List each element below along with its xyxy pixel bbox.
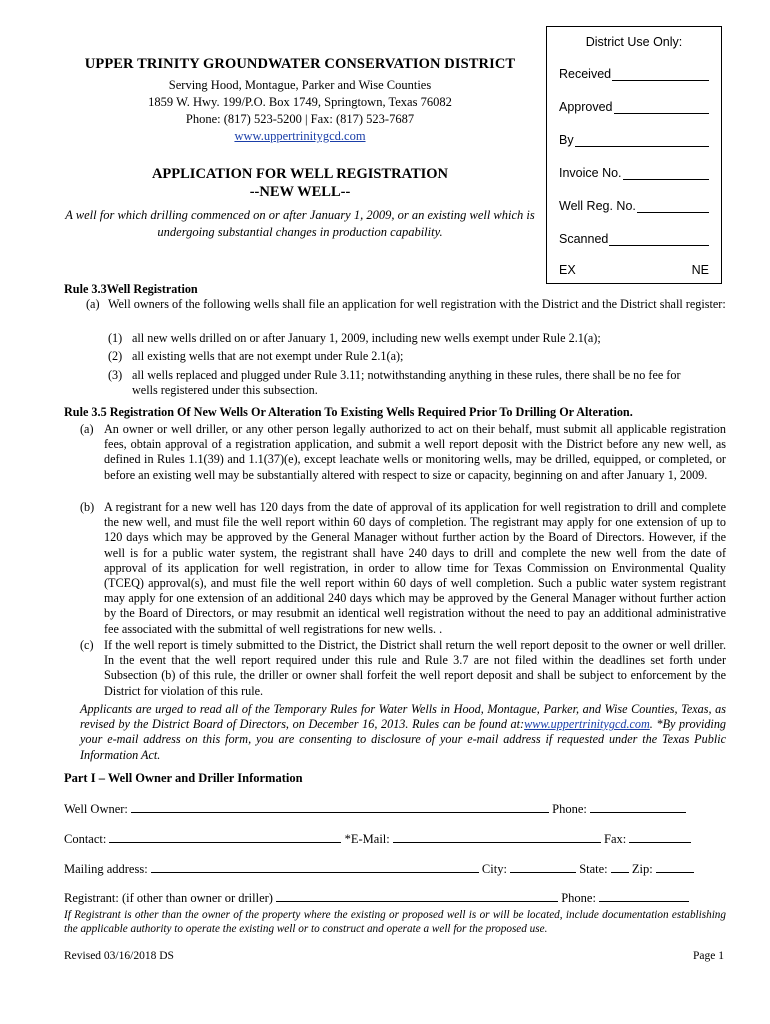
rule-3-3-number: Rule 3.3 <box>64 282 107 296</box>
fax-label: Fax: <box>604 832 627 846</box>
registrant-input[interactable] <box>276 890 558 902</box>
mailing-address-row <box>64 861 694 877</box>
application-subtitle: A well for which drilling commenced on or after January 1, 2009, or an existing well which is undergoing substantial changes in production capability. <box>65 208 535 239</box>
by-label: By <box>559 133 574 147</box>
zip-input[interactable] <box>656 861 694 873</box>
rule-3-3-item-3 <box>108 368 708 398</box>
rule-3-5-c-label: (c) <box>80 638 94 652</box>
new-well-title: --NEW WELL-- <box>249 184 351 200</box>
invoice-label: Invoice No. <box>559 166 622 180</box>
well-owner-input[interactable] <box>131 801 549 813</box>
email-label: *E-Mail: <box>344 832 390 846</box>
rule-3-5-b <box>80 500 726 637</box>
mailing-address-input[interactable] <box>151 861 479 873</box>
org-address: 1859 W. Hwy. 199/P.O. Box 1749, Springtown, Texas 76082 <box>148 95 452 109</box>
serving-counties: Serving Hood, Montague, Parker and Wise Counties <box>168 78 432 92</box>
rule-3-3-a <box>86 297 726 312</box>
well-owner-row <box>64 801 686 817</box>
phone-label: Phone: <box>552 802 587 816</box>
rule-3-5-a <box>80 422 726 483</box>
state-label: State: <box>579 862 608 876</box>
part-1-heading: Part I – Well Owner and Driller Information <box>64 771 303 785</box>
mailing-address-label: Mailing address: <box>64 862 148 876</box>
city-label: City: <box>481 862 507 876</box>
received-label: Received <box>559 67 612 81</box>
rule-3-3-item-text: all new wells drilled on or after January 1, 2009, including new wells exempt under Rule 2.1(a); <box>132 331 601 345</box>
registrant-phone-input[interactable] <box>599 890 689 902</box>
rule-3-3-item-1 <box>108 331 726 346</box>
rule-3-3-item-label: (2) <box>108 349 123 363</box>
state-input[interactable] <box>611 861 629 873</box>
fax-input[interactable] <box>629 831 691 843</box>
rules-link[interactable]: www.uppertrinitygcd.com <box>524 717 650 732</box>
rule-3-5-b-label: (b) <box>80 500 95 514</box>
rule-3-5-a-text: An owner or well driller, or any other person legally authorized to act on their behalf, must submit all applicable registration fees, obtain approval of a registration application, and submit a well report deposit with the District before any new well, as defined in Rules 1.1(39) and 1.1(37)(e), except leachate wells or monitoring wells, may be drilled, equipped, or completed, or before an existing well may be substantially altered with respect to size or capacity, beginning on and after January 1, 2009. <box>104 422 726 482</box>
registrant-phone-label: Phone: <box>561 891 596 905</box>
email-input[interactable] <box>393 831 601 843</box>
approved-field[interactable] <box>559 100 709 114</box>
application-title: APPLICATION FOR WELL REGISTRATION <box>151 166 449 182</box>
rule-3-3-a-text: Well owners of the following wells shall file an application for well registration with the District and the District shall register: <box>108 297 726 311</box>
org-name: UPPER TRINITY GROUNDWATER CONSERVATION DISTRICT <box>84 56 516 72</box>
page-number: Page 1 <box>693 950 724 962</box>
well-reg-label: Well Reg. No. <box>559 199 636 213</box>
rule-3-3-item-text: all existing wells that are not exempt under Rule 2.1(a); <box>132 349 404 363</box>
ex-label: EX <box>559 263 576 277</box>
revision-date: Revised 03/16/2018 DS <box>64 950 174 962</box>
registrant-label: Registrant: (if other than owner or driller) <box>64 891 273 905</box>
zip-label: Zip: <box>631 862 653 876</box>
rule-3-5-heading: Rule 3.5 Registration Of New Wells Or Alteration To Existing Wells Required Prior To Drilling Or Alteration. <box>64 405 633 419</box>
rule-3-3-heading <box>64 282 724 297</box>
rule-3-5-a-label: (a) <box>80 422 94 436</box>
rule-3-3-a-label: (a) <box>86 297 100 311</box>
owner-phone-input[interactable] <box>590 801 686 813</box>
by-field[interactable] <box>559 133 709 147</box>
well-owner-label: Well Owner: <box>64 802 128 816</box>
received-field[interactable] <box>559 67 709 81</box>
notice-text: Applicants are urged to read all of the Temporary Rules for Water Wells in Hood, Montague, Parker, and Wise Counties, Texas, as revised by the District Board of Directors, on December 16, 2013. Rules can be found at: <box>80 702 726 732</box>
scanned-label: Scanned <box>559 232 609 246</box>
ne-label: NE <box>691 263 709 277</box>
applicant-notice <box>80 702 726 763</box>
notice-email-consent: . *By providing your e-mail address on this form, you are consenting to disclosure of your e-mail address if requested under the Texas Public Information Act. <box>80 717 727 762</box>
rule-3-3-item-label: (1) <box>108 331 123 345</box>
rule-3-5-c <box>80 638 726 699</box>
contact-label: Contact: <box>64 832 107 846</box>
rule-3-3-item-text: all wells replaced and plugged under Rule 3.11; notwithstanding anything in these rules, there shall be no fee for wells registered under this subsection. <box>132 368 681 398</box>
rule-3-5-c-text: If the well report is timely submitted to the District, the District shall return the well report deposit to the owner or well driller. In the event that the well report required under this rule and Rule 3.7 are not filed within the deadlines set forth under Subsection (b) of this rule, the driller or owner shall forfeit the well report deposit and shall be subject to enforcement by the District for violation of this rule. <box>104 638 726 698</box>
rule-3-3-title: Well Registration <box>106 282 198 296</box>
district-use-box <box>546 26 722 284</box>
district-use-title: District Use Only: <box>585 35 683 49</box>
contact-row <box>64 831 691 847</box>
rule-3-3-item-label: (3) <box>108 368 123 382</box>
registrant-note: If Registrant is other than the owner of the property where the existing or proposed well is or will be located, include documentation establishing the applicable authority to operate the existing well or to construct and operate a well for the proposed use. <box>64 909 726 935</box>
scanned-field[interactable] <box>559 232 709 246</box>
city-input[interactable] <box>510 861 576 873</box>
website-link[interactable]: www.uppertrinitygcd.com <box>234 129 366 143</box>
registrant-row <box>64 890 689 906</box>
rule-3-5-b-text: A registrant for a new well has 120 days from the date of approval of its application for well registration to drill and complete the new well, and must file the well report within 60 days of completion. The registrant may apply for one extension of up to 120 days which may be approved by the General Manager without further action by the Board of Directors. However, if the well is for a public water system, the registrant shall have 240 days to drill and complete the new well from the date of approval of its application for well registration, in order to allow time for Texas Commission on Environmental Quality (TCEQ) approval(s), and must file the well report within 60 days of well completion. Such a public water system registrant may apply for one extension of an additional 240 days which may be approved by the General Manager without further action by the Board of Directors, or may resubmit an identical well registration without the need to pay an additional administrative fee associated with the submittal of well registrations for new wells. . <box>104 500 726 636</box>
org-phone-fax: Phone: (817) 523-5200 | Fax: (817) 523-7687 <box>185 112 415 126</box>
approved-label: Approved <box>559 100 613 114</box>
contact-input[interactable] <box>109 831 341 843</box>
rule-3-3-item-2 <box>108 349 726 364</box>
invoice-field[interactable] <box>559 166 709 180</box>
well-reg-field[interactable] <box>559 199 709 213</box>
